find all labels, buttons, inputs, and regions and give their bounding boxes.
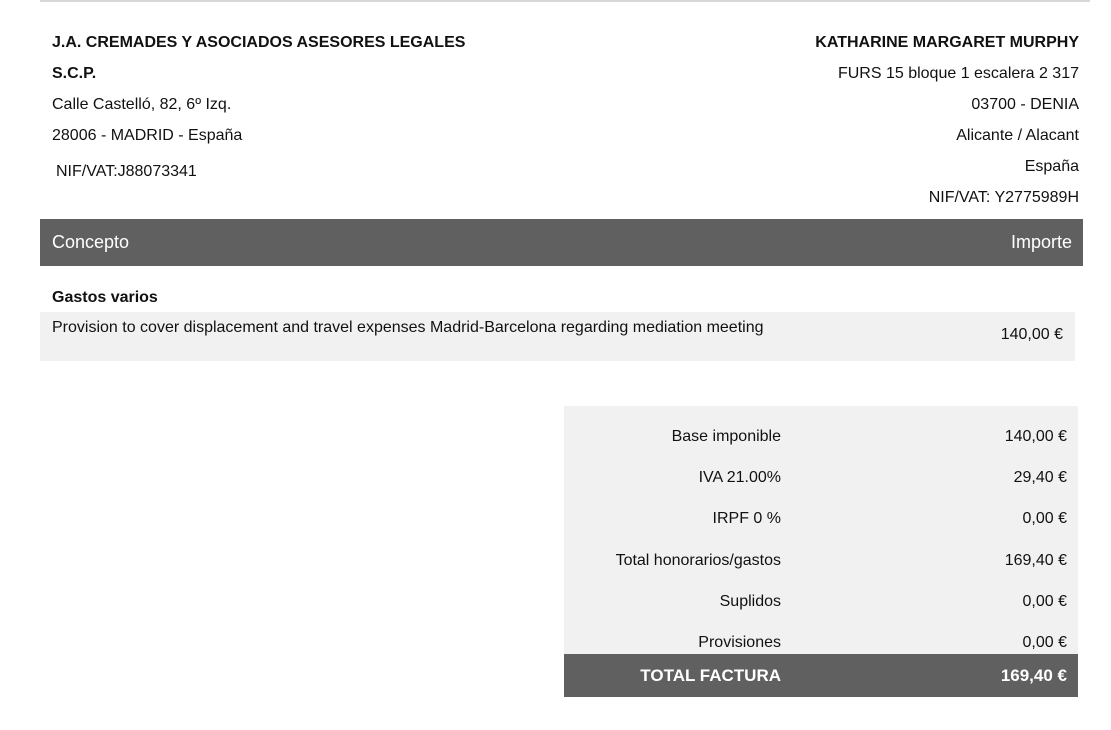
issuer-block — [52, 31, 612, 191]
totals-row-value: 0,00 € — [1022, 593, 1067, 610]
issuer-name-continued: S.C.P. — [52, 65, 97, 82]
grand-total-label: TOTAL FACTURA — [640, 666, 781, 685]
totals-row-suplidos — [564, 593, 1078, 617]
client-nif: NIF/VAT: Y2775989H — [928, 189, 1079, 206]
client-country: España — [1024, 158, 1079, 175]
totals-row-value: 29,40 € — [1013, 469, 1067, 486]
concept-table-header — [40, 219, 1083, 266]
client-block — [559, 31, 1079, 217]
totals-row-value: 169,40 € — [1004, 552, 1067, 569]
line-item-amount: 140,00 € — [1000, 326, 1063, 343]
concept-section-title: Gastos varios — [52, 289, 158, 306]
totals-row-base — [564, 428, 1078, 452]
issuer-nif: NIF/VAT:J88073341 — [56, 163, 197, 180]
client-name: KATHARINE MARGARET MURPHY — [815, 34, 1079, 51]
top-divider — [40, 0, 1090, 2]
line-item-description: Provision to cover displacement and travel expenses Madrid-Barcelona regarding mediation meeting — [52, 319, 764, 336]
client-province: Alicante / Alacant — [956, 127, 1079, 144]
issuer-city: 28006 - MADRID - España — [52, 127, 243, 144]
client-city: 03700 - DENIA — [971, 96, 1079, 113]
grand-total-bar — [564, 654, 1078, 697]
issuer-name: J.A. CREMADES Y ASOCIADOS ASESORES LEGALES — [52, 34, 466, 51]
amount-column-header: Importe — [1010, 232, 1072, 252]
client-address: FURS 15 bloque 1 escalera 2 317 — [837, 65, 1079, 82]
totals-panel — [564, 406, 1078, 654]
totals-row-label: Total honorarios/gastos — [615, 552, 781, 569]
concept-column-header: Concepto — [52, 232, 130, 252]
totals-row-fees — [564, 552, 1078, 576]
totals-row-value: 0,00 € — [1022, 634, 1067, 651]
totals-row-label: IRPF 0 % — [712, 510, 781, 527]
totals-row-value: 0,00 € — [1022, 510, 1067, 527]
issuer-address: Calle Castelló, 82, 6º Izq. — [52, 96, 232, 113]
totals-row-label: Base imponible — [671, 428, 781, 445]
totals-row-label: Provisiones — [698, 634, 781, 651]
totals-row-value: 140,00 € — [1004, 428, 1067, 445]
grand-total-value: 169,40 € — [1000, 666, 1067, 685]
totals-row-label: Suplidos — [719, 593, 781, 610]
concept-line-item — [40, 312, 1075, 361]
totals-row-iva — [564, 469, 1078, 493]
totals-row-irpf — [564, 510, 1078, 534]
totals-row-label: IVA 21.00% — [698, 469, 781, 486]
